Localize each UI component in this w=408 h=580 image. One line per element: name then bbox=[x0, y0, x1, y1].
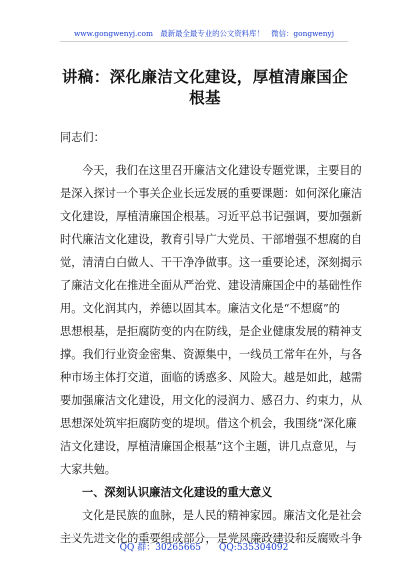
page-header bbox=[0, 0, 408, 40]
document-title bbox=[50, 66, 360, 108]
paragraph-line: 思想根基，是拒腐防变的内在防线，是企业健康发展的精神支 bbox=[60, 325, 363, 338]
paragraph-line: 时代廉洁文化建设，教育引导广大党员、干部增强不想腐的自 bbox=[60, 233, 363, 246]
paragraph-line: 文化建设，厚植清廉国企根基。习近平总书记强调，要加强新 bbox=[60, 210, 363, 223]
paragraph-line: 种市场主体打交道，面临的诱惑多、风险大。越是如此，越需 bbox=[60, 371, 363, 384]
paragraph-line: 主义先进文化的重要组成部分，是党风廉政建设和反腐败斗争 bbox=[60, 532, 363, 545]
footer-text: QQ 群：30265665 QQ:535304092 bbox=[119, 543, 289, 553]
section-heading-1: 一、深刻认识廉洁文化建设的重大意义 bbox=[82, 485, 273, 499]
title-line-2: 根基 bbox=[189, 88, 221, 107]
title-line-1: 讲稿：深化廉洁文化建设，厚植清廉国企 bbox=[61, 67, 349, 86]
paragraph-1 bbox=[60, 159, 363, 481]
paragraph-line: 洁文化建设，厚植清廉国企根基”这个主题，讲几点意见，与 bbox=[60, 440, 357, 453]
paragraph-line: 觉，清清白白做人、干干净净做事。这一重要论述，深刻揭示 bbox=[60, 256, 363, 269]
footer-divider bbox=[60, 537, 348, 538]
header-divider bbox=[60, 41, 348, 42]
paragraph-line: 文化是民族的血脉，是人民的精神家园。廉洁文化是社会 bbox=[82, 509, 362, 522]
paragraph-line: 思想深处筑牢拒腐防变的堤坝。借这个机会，我围绕“深化廉 bbox=[60, 417, 357, 430]
document-body bbox=[60, 126, 363, 550]
paragraph-line: 了廉洁文化在推进全面从严治党、建设清廉国企中的基础性作 bbox=[60, 279, 363, 292]
header-text: www.gongwenyj.com 最新最全最专业的公文资料库！ 微信：gongwenyj bbox=[73, 29, 334, 38]
paragraph-line: 今天，我们在这里召开廉洁文化建设专题党课，主要目的 bbox=[82, 164, 362, 177]
paragraph-gap bbox=[60, 149, 352, 159]
salutation: 同志们： bbox=[60, 131, 105, 144]
paragraph-line: 要加强廉洁文化建设，用文化的浸润力、感召力、约束力，从 bbox=[60, 394, 363, 407]
paragraph-line: 是深入探讨一个事关企业长远发展的重要课题：如何深化廉洁 bbox=[60, 187, 363, 200]
paragraph-line: 撑。我们行业资金密集、资源集中，一线员工常年在外，与各 bbox=[60, 348, 363, 361]
paragraph-line: 大家共勉。 bbox=[60, 463, 116, 476]
paragraph-line: 用。文化润其内，养德以固其本。廉洁文化是“不想腐”的 bbox=[60, 302, 340, 315]
